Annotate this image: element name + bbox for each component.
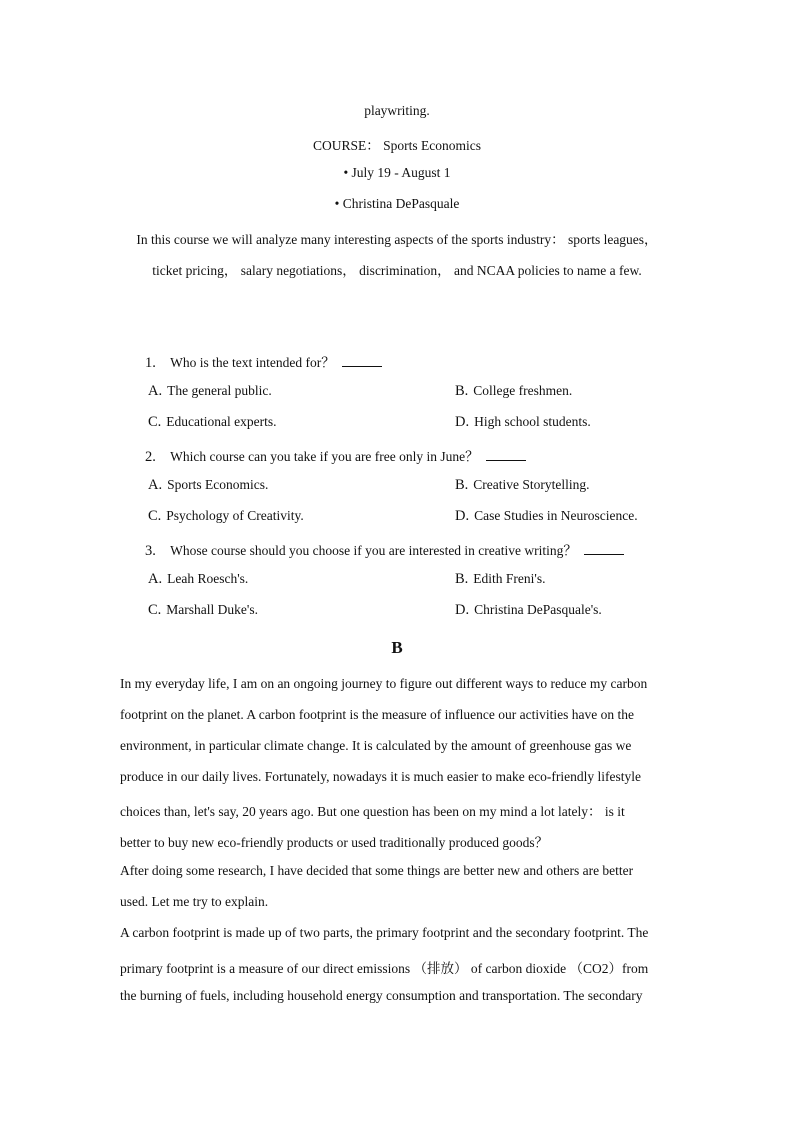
question-2-option-d — [455, 508, 638, 525]
passage-line: In my everyday life, I am on an ongoing journey to figure out different ways to reduce my carbon — [120, 676, 648, 691]
course-dates: • July 19 - August 1 — [343, 165, 451, 180]
option-letter: A. — [148, 383, 163, 399]
passage-line: primary footprint is a measure of our direct emissions （排放） of carbon dioxide （CO2）from — [120, 961, 649, 976]
option-letter: B. — [455, 383, 469, 399]
question-number: 1. — [145, 355, 156, 371]
question-1-option-b — [455, 383, 572, 400]
option-text: Leah Roesch's. — [167, 571, 249, 586]
course-description-line-1: In this course we will analyze many interesting aspects of the sports industry： sports leagues， — [136, 232, 658, 247]
course-instructor: • Christina DePasquale — [334, 196, 460, 211]
answer-blank — [486, 448, 526, 461]
question-text: Who is the text intended for？ — [170, 355, 335, 370]
passage-line: choices than, let's say, 20 years ago. But one question has been on my mind a lot lately： is it — [120, 804, 625, 819]
question-3-option-a — [148, 571, 248, 588]
course-title: COURSE： Sports Economics — [312, 138, 481, 153]
option-text: College freshmen. — [473, 383, 573, 398]
question-2-option-c — [148, 508, 304, 525]
option-text: Sports Economics. — [167, 477, 269, 492]
answer-blank — [342, 354, 382, 367]
option-text: The general public. — [167, 383, 272, 398]
option-letter: D. — [455, 508, 470, 524]
passage-line: After doing some research, I have decided that some things are better new and others are better — [120, 863, 634, 878]
option-letter: C. — [148, 508, 162, 524]
option-text: Psychology of Creativity. — [166, 508, 304, 523]
passage-line: used. Let me try to explain. — [120, 894, 269, 909]
section-heading-b: B — [391, 638, 403, 657]
question-2-option-b — [455, 477, 590, 494]
question-text: Whose course should you choose if you are interested in creative writing？ — [170, 543, 577, 558]
question-1-option-a — [148, 383, 272, 400]
question-number: 2. — [145, 449, 156, 465]
passage-line: produce in our daily lives. Fortunately, nowadays it is much easier to make eco-friendly lifestyle — [120, 769, 641, 784]
question-2 — [145, 445, 526, 466]
question-3-option-c — [148, 602, 258, 619]
option-letter: D. — [455, 414, 470, 430]
question-3-option-d — [455, 602, 602, 619]
option-text: Creative Storytelling. — [473, 477, 590, 492]
option-text: Marshall Duke's. — [166, 602, 258, 617]
option-letter: B. — [455, 571, 469, 587]
option-letter: C. — [148, 414, 162, 430]
option-text: High school students. — [474, 414, 591, 429]
question-1-option-d — [455, 414, 591, 431]
option-letter: A. — [148, 571, 163, 587]
option-letter: D. — [455, 602, 470, 618]
question-number: 3. — [145, 543, 156, 559]
option-text: Educational experts. — [166, 414, 277, 429]
question-2-option-a — [148, 477, 268, 494]
option-text: Case Studies in Neuroscience. — [474, 508, 638, 523]
course-description-line-2: ticket pricing， salary negotiations， discrimination， and NCAA policies to name a few. — [152, 263, 642, 278]
question-text: Which course can you take if you are free only in June？ — [170, 449, 479, 464]
answer-blank — [584, 542, 624, 555]
passage-line: environment, in particular climate change. It is calculated by the amount of greenhouse gas we — [120, 738, 632, 753]
passage-line: footprint on the planet. A carbon footprint is the measure of influence our activities have on the — [120, 707, 634, 722]
question-1 — [145, 351, 382, 372]
option-text: Edith Freni's. — [473, 571, 546, 586]
question-1-option-c — [148, 414, 277, 431]
option-letter: C. — [148, 602, 162, 618]
option-letter: A. — [148, 477, 163, 493]
question-3 — [145, 539, 624, 560]
option-letter: B. — [455, 477, 469, 493]
passage-line: A carbon footprint is made up of two parts, the primary footprint and the secondary footprint. The — [120, 925, 649, 940]
question-3-option-b — [455, 571, 545, 588]
option-text: Christina DePasquale's. — [474, 602, 602, 617]
header-line-playwriting: playwriting. — [364, 103, 430, 118]
passage-line: better to buy new eco-friendly products or used traditionally produced goods？ — [120, 835, 549, 850]
passage-line: the burning of fuels, including household energy consumption and transportation. The secondary — [120, 988, 643, 1003]
